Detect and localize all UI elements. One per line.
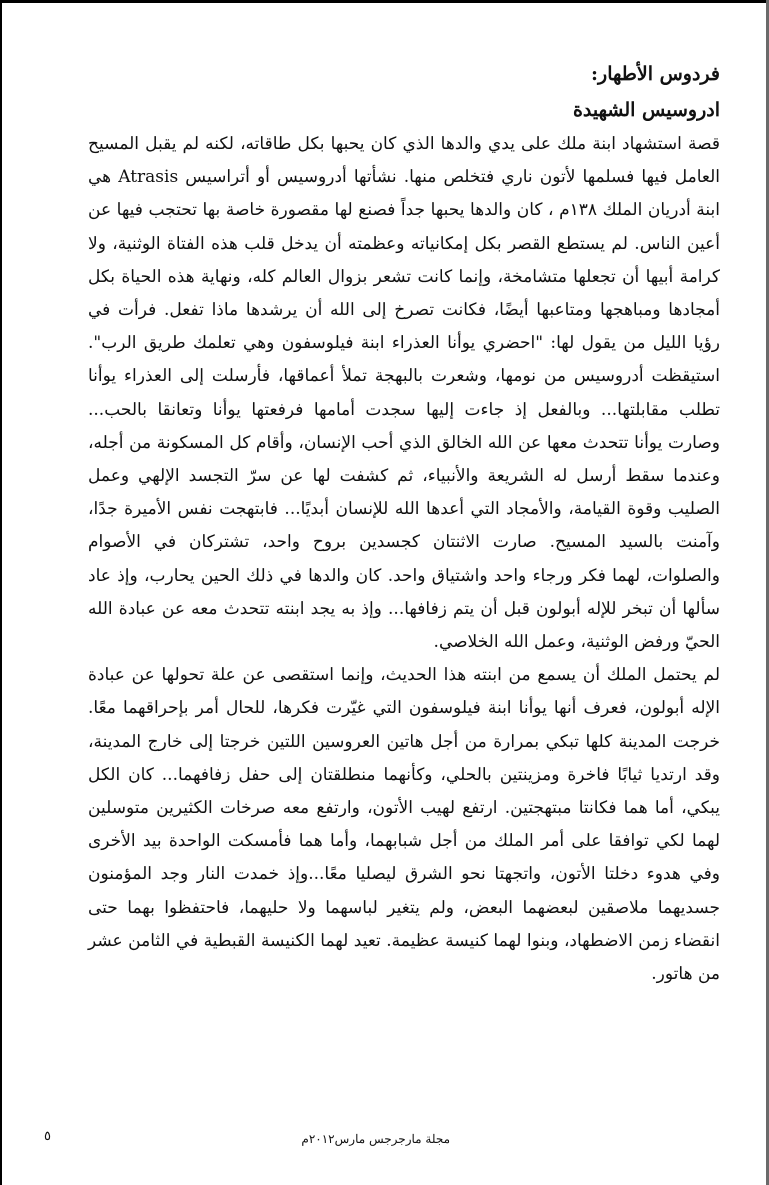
article-body <box>88 56 720 991</box>
section-title: فردوس الأطهار: <box>591 63 720 85</box>
footer-journal-name: مجلة مارجرجس مارس٢٠١٢م <box>301 1132 450 1146</box>
paragraph-1: قصة استشهاد ابنة ملك على يدي والدها الذي كان يحبها بكل طاقاته، لكنه لم يقبل المسيح العامل فيها فسلمها لأتون ناري فتخلص منها. نشأتها أدروسيس أو أتراسيس Atrasis هي ابنة أدريان الملك ١٣٨م ، كان والدها يحبها جداً فصنع لها مقصورة خاصة بها تحتجب فيها عن أعين الناس. لم يستطع القصر بكل إمكانياته وعظمته أن يدخل قلب هذه الفتاة الوثنية، ولا كرامة أبيها أن تجعلها متشامخة، وإنما كانت تشعر بزوال العالم كله، ونهاية هذه الحياة بكل أمجادها ومباهجها ومتاعبها أيضًا، فكانت تصرخ إلى الله أن يرشدها ماذا تفعل. فرأت في رؤيا الليل من يقول لها: "احضري يوأنا العذراء ابنة فيلوسفون وهي تعلمك طريق الرب". استيقظت أدروسيس من نومها، وشعرت بالبهجة تملأ أعماقها، فأرسلت إلى العذراء يوأنا تطلب مقابلتها... وبالفعل إذ جاءت إليها سجدت أمامها فرفعتها يوأنا وتعانقا بالحب... وصارت يوأنا تتحدث معها عن الله الخالق الذي أحب الإنسان، وأقام كل المسكونة من أجله، وعندما سقط أرسل له الشريعة والأنبياء، ثم كشفت لها عن سرّ التجسد الإلهي وعمل الصليب وقوة القيامة، والأمجاد التي أعدها الله للإنسان أبديًا... فابتهجت نفس الأميرة جدًا، وآمنت بالسيد المسيح. صارت الاثنتان كجسدين بروح واحد، تشتركان في الأصوام والصلوات، لهما فكر ورجاء واحد واشتياق واحد. كان والدها في ذلك الحين يحارب، وإذ عاد سألها أن تبخر للإله أبولون قبل أن يتم زفافها... وإذ به يجد ابنته تتحدث معه عن عبادة الله الحيّ ورفض الوثنية، وعمل الله الخلاصي. <box>88 134 721 653</box>
page-top-edge <box>0 0 769 3</box>
article-title: ادروسيس الشهيدة <box>572 99 720 121</box>
paragraph-2: لم يحتمل الملك أن يسمع من ابنته هذا الحديث، وإنما استقصى عن علة تحولها عن عبادة الإله أبولون، فعرف أنها يوأنا ابنة فيلوسفون التي غيّرت فكرها، للحال أمر بإحراقهما معًا. خرجت المدينة كلها تبكي بمرارة من أجل هاتين العروسين اللتين خرجتا إلى خارج المدينة، وقد ارتديا ثيابًا فاخرة ومزينتين بالحلي، وكأنهما منطلقتان إلى حفل زفافهما... كان الكل يبكي، أما هما فكانتا مبتهجتين. ارتفع لهيب الأتون، وارتفع معه صرخات الكثيرين متوسلين لهما لكي توافقا على أمر الملك من أجل شبابهما، وأما هما فأمسكت الواحدة بيد الأخرى وفي هدوء دخلتا الأتون، واتجهتا نحو الشرق ليصليا معًا...وإذ خمدت النار وجد المؤمنون جسديهما ملاصقين لبعضهما البعض، ولم يتغير لباسهما ولا حليهما، فاحتفظوا بهما حتى انقضاء زمن الاضطهاد، وبنوا لهما كنيسة عظيمة. تعيد لهما الكنيسة القبطية في الثامن عشر من هاتور. <box>88 665 720 985</box>
footer-page-number: ٥ <box>44 1129 51 1144</box>
page-left-edge <box>0 0 2 1185</box>
